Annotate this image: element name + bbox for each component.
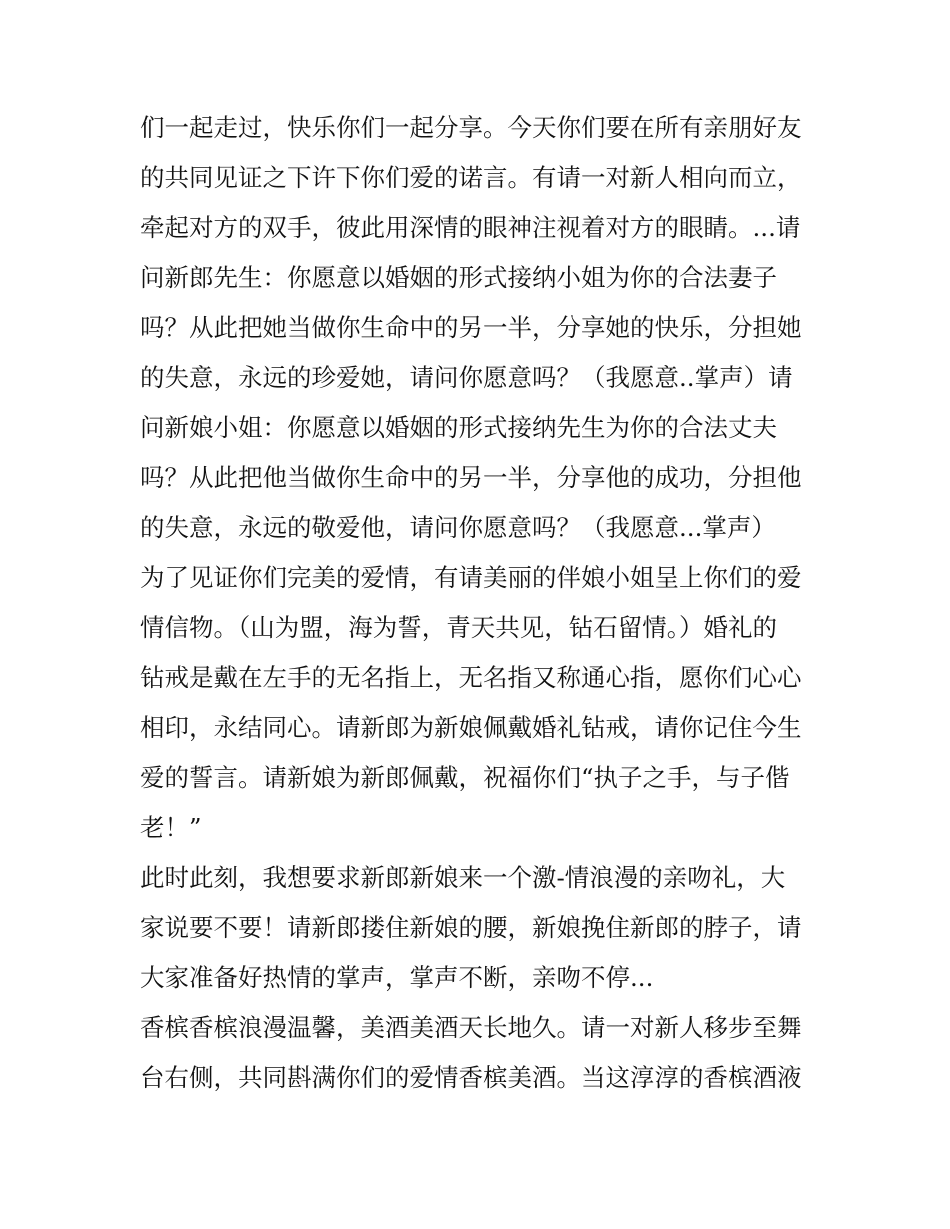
text-line: 问新娘小姐：你愿意以婚姻的形式接纳先生为你的合法丈夫 xyxy=(140,413,777,442)
text-line: 台右侧，共同斟满你们的爱情香槟美酒。当这淳淳的香槟酒液 xyxy=(140,1063,802,1092)
text-line: 吗？从此把他当做你生命中的另一半，分享他的成功，分担他 xyxy=(140,463,802,492)
text-line: 家说要不要！请新郎搂住新娘的腰，新娘挽住新郎的脖子，请 xyxy=(140,913,802,942)
text-line: 为了见证你们完美的爱情，有请美丽的伴娘小姐呈上你们的爱 xyxy=(140,563,802,592)
document-body xyxy=(140,103,820,1103)
text-line: 相印，永结同心。请新郎为新娘佩戴婚礼钻戒，请你记住今生 xyxy=(140,713,802,742)
text-line: 大家准备好热情的掌声，掌声不断，亲吻不停... xyxy=(140,963,654,992)
text-line: 的失意，永远的敬爱他，请问你愿意吗？（我愿意...掌声） xyxy=(140,513,776,542)
text-line: 老！” xyxy=(140,813,202,842)
text-line: 吗？从此把她当做你生命中的另一半，分享她的快乐，分担她 xyxy=(140,313,802,342)
text-line: 爱的誓言。请新娘为新郎佩戴，祝福你们“执子之手，与子偕 xyxy=(140,763,790,792)
text-line: 牵起对方的双手，彼此用深情的眼神注视着对方的眼睛。...请 xyxy=(140,213,801,242)
text-line: 的失意，永远的珍爱她，请问你愿意吗？（我愿意..掌声）请 xyxy=(140,363,793,392)
text-line: 此时此刻，我想要求新郎新娘来一个激-情浪漫的亲吻礼，大 xyxy=(140,863,786,892)
text-line: 情信物。（山为盟，海为誓，青天共见，钻石留情。）婚礼的 xyxy=(140,613,777,642)
text-line: 钻戒是戴在左手的无名指上，无名指又称通心指，愿你们心心 xyxy=(140,663,802,692)
text-line: 问新郎先生：你愿意以婚姻的形式接纳小姐为你的合法妻子 xyxy=(140,263,777,292)
text-line: 们一起走过，快乐你们一起分享。今天你们要在所有亲朋好友 xyxy=(140,113,802,142)
text-line: 的共同见证之下许下你们爱的诺言。有请一对新人相向而立， xyxy=(140,163,802,192)
text-line: 香槟香槟浪漫温馨，美酒美酒天长地久。请一对新人移步至舞 xyxy=(140,1013,802,1042)
